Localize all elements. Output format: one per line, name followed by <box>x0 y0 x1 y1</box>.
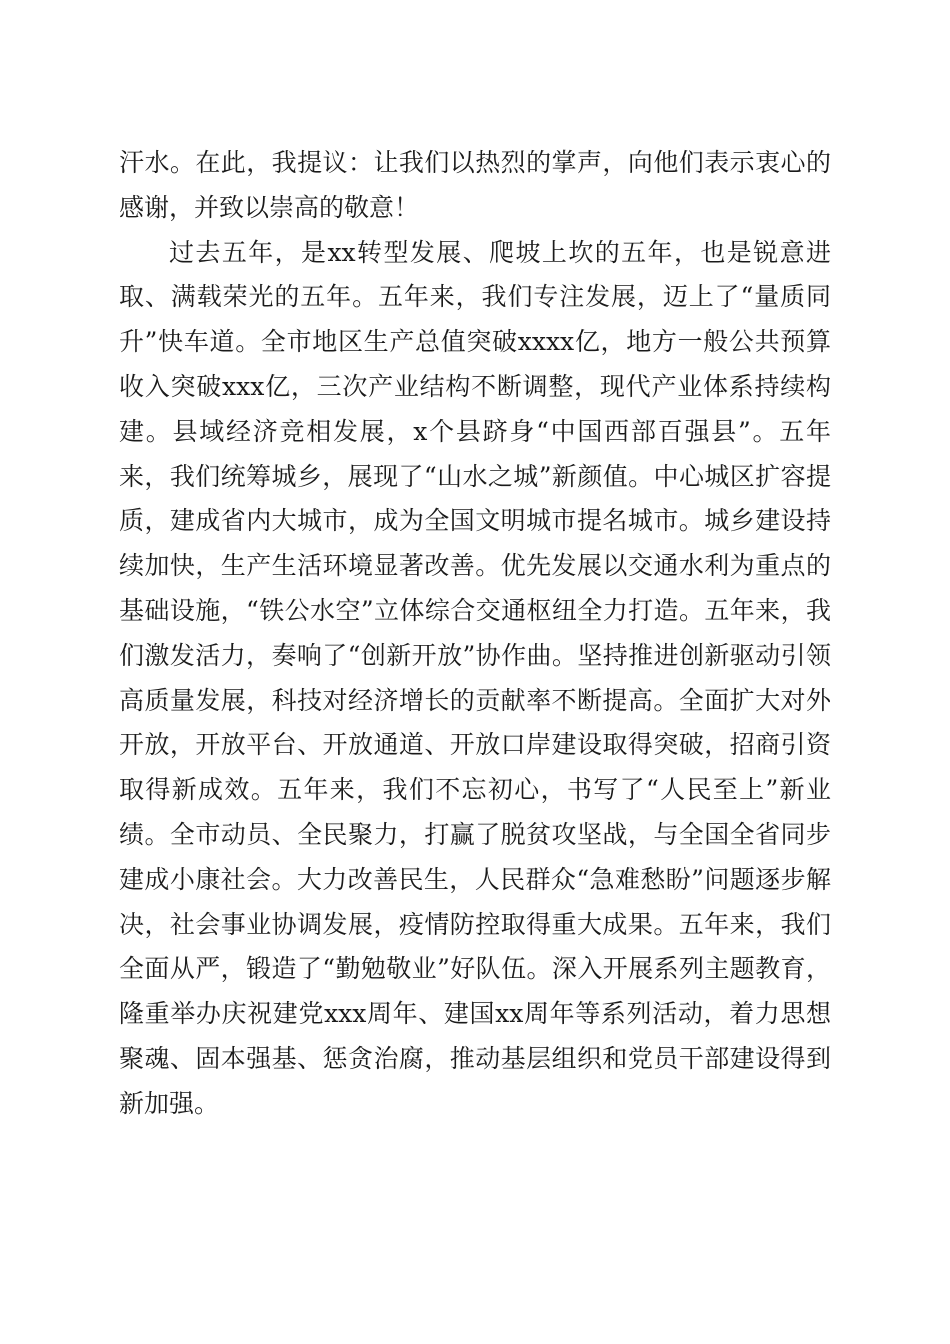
paragraph-1: 汗水。在此，我提议：让我们以热烈的掌声，向他们表示衷心的感谢，并致以崇高的敬意！ <box>119 148 831 222</box>
paragraph-2: 过去五年，是xx转型发展、爬坡上坎的五年，也是锐意进取、满载荣光的五年。五年来，我们专注发展，迈上了“量质同升”快车道。全市地区生产总值突破xxxx亿，地方一般公共预算收入突破xxx亿，三次产业结构不断调整，现代产业体系持续构建。县域经济竞相发展，x个县跻身“中国西部百强县”。五年来，我们统筹城乡，展现了“山水之城”新颜值。中心城区扩容提质，建成省内大城市，成为全国文明城市提名城市。城乡建设持续加快，生产生活环境显著改善。优先发展以交通水利为重点的基础设施，“铁公水空”立体综合交通枢纽全力打造。五年来，我们激发活力，奏响了“创新开放”协作曲。坚持推进创新驱动引领高质量发展，科技对经济增长的贡献率不断提高。全面扩大对外开放，开放平台、开放通道、开放口岸建设取得突破，招商引资取得新成效。五年来，我们不忘初心，书写了“人民至上”新业绩。全市动员、全民聚力，打赢了脱贫攻坚战，与全国全省同步建成小康社会。大力改善民生，人民群众“急难愁盼”问题逐步解决，社会事业协调发展，疫情防控取得重大成果。五年来，我们全面从严，锻造了“勤勉敬业”好队伍。深入开展系列主题教育，隆重举办庆祝建党xxx周年、建国xx周年等系列活动，着力思想聚魂、固本强基、惩贪治腐，推动基层组织和党员干部建设得到新加强。 <box>119 237 831 1118</box>
document-body <box>119 141 831 1127</box>
